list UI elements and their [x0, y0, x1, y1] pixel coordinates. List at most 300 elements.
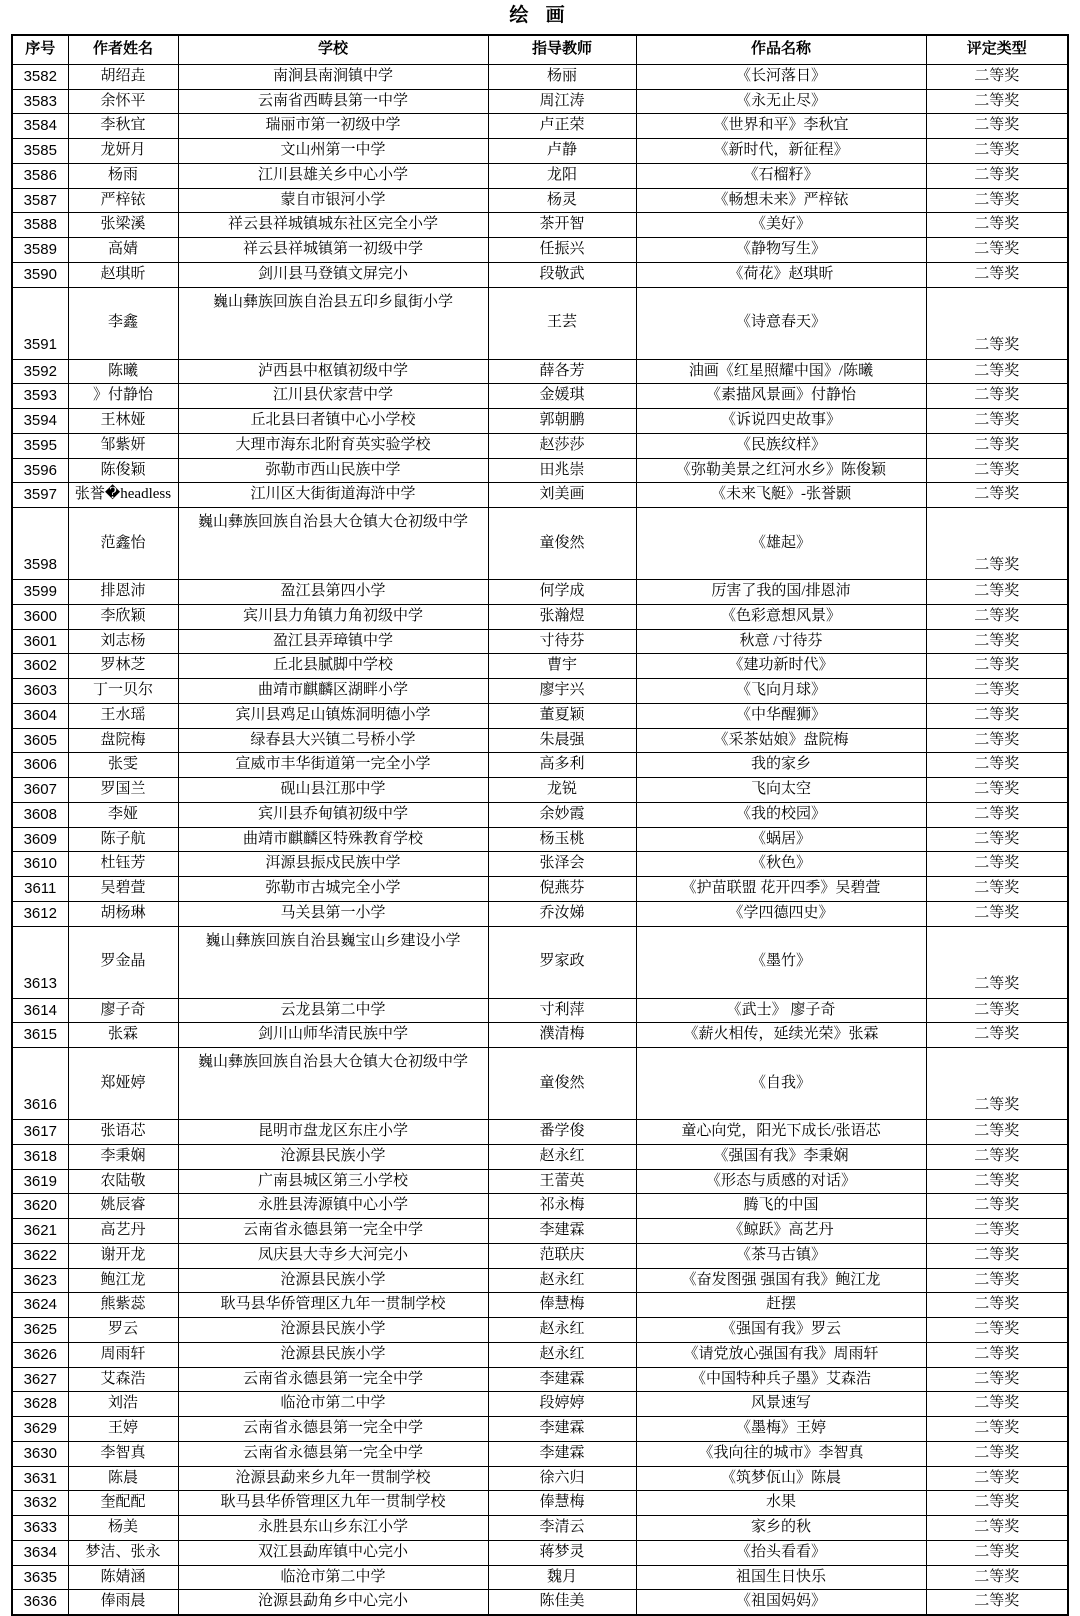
row-cell-school: 耿马县华侨管理区九年一贯制学校: [178, 1293, 488, 1318]
row-cell-author: 王婷: [68, 1417, 178, 1442]
row-cell-teacher: 李建霖: [488, 1417, 636, 1442]
row-cell-award: 二等奖: [926, 1367, 1068, 1392]
row-cell-award: 二等奖: [926, 1417, 1068, 1442]
row-cell-teacher: 濮清梅: [488, 1023, 636, 1048]
row-cell-id: 3608: [12, 802, 68, 827]
row-cell-work: 《形态与质感的对话》: [636, 1169, 926, 1194]
row-cell-award: 二等奖: [926, 213, 1068, 238]
row-cell-award: 二等奖: [926, 409, 1068, 434]
row-cell-author: 张誉�headless: [68, 483, 178, 508]
row-cell-award: 二等奖: [926, 654, 1068, 679]
table-row: [12, 1293, 1068, 1318]
row-cell-work: 秋意 /寸待芬: [636, 629, 926, 654]
row-cell-id: 3630: [12, 1441, 68, 1466]
row-cell-teacher: 卢静: [488, 139, 636, 164]
row-cell-teacher: 寸待芬: [488, 629, 636, 654]
row-cell-id: 3597: [12, 483, 68, 508]
row-cell-id: 3588: [12, 213, 68, 238]
row-cell-teacher: 段婷婷: [488, 1392, 636, 1417]
row-cell-work: 《中华醒狮》: [636, 703, 926, 728]
table-header: [12, 35, 1068, 65]
row-cell-school: 宣威市丰华街道第一完全小学: [178, 753, 488, 778]
row-cell-award: 二等奖: [926, 188, 1068, 213]
table-row: [12, 629, 1068, 654]
row-cell-school: 云南省永德县第一完全中学: [178, 1441, 488, 1466]
row-cell-school: 宾川县力角镇力角初级中学: [178, 604, 488, 629]
row-cell-award: 二等奖: [926, 1243, 1068, 1268]
row-cell-award: 二等奖: [926, 287, 1068, 359]
column-header-school: 学校: [178, 35, 488, 65]
row-cell-school: 绿春县大兴镇二号桥小学: [178, 728, 488, 753]
row-cell-award: 二等奖: [926, 1342, 1068, 1367]
row-cell-school: 凤庆县大寺乡大河完小: [178, 1243, 488, 1268]
row-cell-id: 3626: [12, 1342, 68, 1367]
table-row: [12, 458, 1068, 483]
row-cell-award: 二等奖: [926, 877, 1068, 902]
table-row: [12, 679, 1068, 704]
row-cell-teacher: 罗家政: [488, 926, 636, 998]
row-cell-teacher: 田兆崇: [488, 458, 636, 483]
row-cell-teacher: 张泽会: [488, 852, 636, 877]
row-cell-school: 南涧县南涧镇中学: [178, 64, 488, 89]
row-cell-school: 泸西县中枢镇初级中学: [178, 359, 488, 384]
row-cell-author: 李秋宜: [68, 114, 178, 139]
row-cell-author: 李欣颖: [68, 604, 178, 629]
row-cell-id: 3589: [12, 238, 68, 263]
row-cell-award: 二等奖: [926, 728, 1068, 753]
row-cell-school: 巍山彝族回族自治县五印乡鼠街小学: [178, 287, 488, 359]
row-cell-teacher: 茶开智: [488, 213, 636, 238]
row-cell-school: 沧源县民族小学: [178, 1144, 488, 1169]
row-cell-id: 3602: [12, 654, 68, 679]
table-row: [12, 1169, 1068, 1194]
table-row: [12, 238, 1068, 263]
row-cell-work: 《静物写生》: [636, 238, 926, 263]
table-row: [12, 1194, 1068, 1219]
row-cell-work: 《抬头看看》: [636, 1540, 926, 1565]
table-row: [12, 1417, 1068, 1442]
row-cell-teacher: 余妙霞: [488, 802, 636, 827]
row-cell-id: 3615: [12, 1023, 68, 1048]
row-cell-id: 3624: [12, 1293, 68, 1318]
table-row: [12, 802, 1068, 827]
row-cell-award: 二等奖: [926, 1392, 1068, 1417]
row-cell-id: 3627: [12, 1367, 68, 1392]
row-cell-school: 云南省西畴县第一中学: [178, 89, 488, 114]
row-cell-teacher: 祁永梅: [488, 1194, 636, 1219]
row-cell-work: 《护苗联盟 花开四季》吴碧萱: [636, 877, 926, 902]
row-cell-work: 《奋发图强 强国有我》鲍江龙: [636, 1268, 926, 1293]
row-cell-award: 二等奖: [926, 1293, 1068, 1318]
row-cell-award: 二等奖: [926, 1466, 1068, 1491]
row-cell-id: 3623: [12, 1268, 68, 1293]
table-row: [12, 508, 1068, 580]
table-row: [12, 580, 1068, 605]
row-cell-teacher: 范联庆: [488, 1243, 636, 1268]
row-cell-work: 《薪火相传，延续光荣》张霖: [636, 1023, 926, 1048]
column-header-id: 序号: [12, 35, 68, 65]
row-cell-award: 二等奖: [926, 1318, 1068, 1343]
row-cell-work: 《筑梦佤山》陈晨: [636, 1466, 926, 1491]
row-cell-teacher: 童俊然: [488, 1048, 636, 1120]
award-list-table: [11, 34, 1069, 1616]
row-cell-author: 张梁溪: [68, 213, 178, 238]
table-row: [12, 188, 1068, 213]
row-cell-school: 永胜县东山乡东江小学: [178, 1516, 488, 1541]
row-cell-award: 二等奖: [926, 998, 1068, 1023]
row-cell-teacher: 倪燕芬: [488, 877, 636, 902]
row-cell-id: 3584: [12, 114, 68, 139]
row-cell-author: 陈婧涵: [68, 1565, 178, 1590]
row-cell-teacher: 何学成: [488, 580, 636, 605]
row-cell-author: 奎配配: [68, 1491, 178, 1516]
row-cell-id: 3622: [12, 1243, 68, 1268]
row-cell-id: 3596: [12, 458, 68, 483]
row-cell-author: 吴碧萱: [68, 877, 178, 902]
row-cell-author: 龙妍月: [68, 139, 178, 164]
row-cell-school: 盈江县第四小学: [178, 580, 488, 605]
row-cell-award: 二等奖: [926, 1516, 1068, 1541]
row-cell-work: 赶摆: [636, 1293, 926, 1318]
row-cell-work: 我的家乡: [636, 753, 926, 778]
row-cell-id: 3614: [12, 998, 68, 1023]
row-cell-award: 二等奖: [926, 703, 1068, 728]
row-cell-school: 瑞丽市第一初级中学: [178, 114, 488, 139]
row-cell-award: 二等奖: [926, 1590, 1068, 1615]
row-cell-work: 《我的校园》: [636, 802, 926, 827]
row-cell-school: 弥勒市西山民族中学: [178, 458, 488, 483]
table-row: [12, 433, 1068, 458]
table-row: [12, 1367, 1068, 1392]
table-row: [12, 1243, 1068, 1268]
row-cell-school: 临沧市第二中学: [178, 1565, 488, 1590]
row-cell-work: 腾飞的中国: [636, 1194, 926, 1219]
row-cell-id: 3585: [12, 139, 68, 164]
row-cell-award: 二等奖: [926, 163, 1068, 188]
row-cell-teacher: 寸利萍: [488, 998, 636, 1023]
row-cell-work: 风景速写: [636, 1392, 926, 1417]
row-cell-author: 刘浩: [68, 1392, 178, 1417]
row-cell-school: 巍山彝族回族自治县大仓镇大仓初级中学: [178, 1048, 488, 1120]
row-cell-work: 《石榴籽》: [636, 163, 926, 188]
row-cell-id: 3582: [12, 64, 68, 89]
row-cell-teacher: 番学俊: [488, 1120, 636, 1145]
row-cell-id: 3634: [12, 1540, 68, 1565]
row-cell-id: 3625: [12, 1318, 68, 1343]
row-cell-id: 3635: [12, 1565, 68, 1590]
table-row: [12, 1540, 1068, 1565]
row-cell-id: 3599: [12, 580, 68, 605]
row-cell-award: 二等奖: [926, 679, 1068, 704]
row-cell-teacher: 任振兴: [488, 238, 636, 263]
table-row: [12, 1048, 1068, 1120]
row-cell-award: 二等奖: [926, 508, 1068, 580]
table-row: [12, 998, 1068, 1023]
row-cell-id: 3590: [12, 262, 68, 287]
row-cell-award: 二等奖: [926, 1491, 1068, 1516]
row-cell-award: 二等奖: [926, 1144, 1068, 1169]
row-cell-author: 王水瑶: [68, 703, 178, 728]
row-cell-school: 剑川山师华清民族中学: [178, 1023, 488, 1048]
row-cell-id: 3616: [12, 1048, 68, 1120]
row-cell-work: 《永无止尽》: [636, 89, 926, 114]
table-header-row: [12, 35, 1068, 65]
row-cell-teacher: 金媛琪: [488, 384, 636, 409]
row-cell-award: 二等奖: [926, 433, 1068, 458]
row-cell-id: 3633: [12, 1516, 68, 1541]
row-cell-teacher: 赵永红: [488, 1144, 636, 1169]
row-cell-school: 沧源县民族小学: [178, 1318, 488, 1343]
row-cell-teacher: 龙锐: [488, 778, 636, 803]
page-title: 绘 画: [509, 5, 571, 26]
row-cell-author: 陈子航: [68, 827, 178, 852]
row-cell-author: 丁一贝尔: [68, 679, 178, 704]
row-cell-teacher: 杨丽: [488, 64, 636, 89]
table-row: [12, 901, 1068, 926]
row-cell-id: 3621: [12, 1219, 68, 1244]
row-cell-teacher: 曹宇: [488, 654, 636, 679]
row-cell-work: 厉害了我的国/排恩沛: [636, 580, 926, 605]
row-cell-school: 沧源县民族小学: [178, 1342, 488, 1367]
row-cell-award: 二等奖: [926, 1023, 1068, 1048]
row-cell-id: 3617: [12, 1120, 68, 1145]
row-cell-id: 3619: [12, 1169, 68, 1194]
table-row: [12, 1590, 1068, 1615]
row-cell-teacher: 周江涛: [488, 89, 636, 114]
row-cell-author: 排恩沛: [68, 580, 178, 605]
row-cell-teacher: 赵莎莎: [488, 433, 636, 458]
row-cell-id: 3629: [12, 1417, 68, 1442]
row-cell-school: 曲靖市麒麟区特殊教育学校: [178, 827, 488, 852]
row-cell-work: 《学四德四史》: [636, 901, 926, 926]
row-cell-teacher: 赵永红: [488, 1268, 636, 1293]
row-cell-teacher: 赵永红: [488, 1342, 636, 1367]
row-cell-award: 二等奖: [926, 384, 1068, 409]
row-cell-author: 陈晨: [68, 1466, 178, 1491]
row-cell-award: 二等奖: [926, 926, 1068, 998]
row-cell-author: 张语芯: [68, 1120, 178, 1145]
row-cell-school: 巍山彝族回族自治县大仓镇大仓初级中学: [178, 508, 488, 580]
row-cell-teacher: 李建霖: [488, 1219, 636, 1244]
row-cell-author: 》付静怡: [68, 384, 178, 409]
row-cell-teacher: 王蕾英: [488, 1169, 636, 1194]
row-cell-author: 鲍江龙: [68, 1268, 178, 1293]
row-cell-author: 赵琪昕: [68, 262, 178, 287]
row-cell-id: 3613: [12, 926, 68, 998]
row-cell-id: 3604: [12, 703, 68, 728]
row-cell-work: 《建功新时代》: [636, 654, 926, 679]
row-cell-award: 二等奖: [926, 139, 1068, 164]
row-cell-id: 3595: [12, 433, 68, 458]
row-cell-teacher: 郭朝鹏: [488, 409, 636, 434]
row-cell-work: 《素描风景画》付静怡: [636, 384, 926, 409]
table-row: [12, 1268, 1068, 1293]
row-cell-work: 《民族纹样》: [636, 433, 926, 458]
table-row: [12, 827, 1068, 852]
row-cell-teacher: 杨玉桃: [488, 827, 636, 852]
row-cell-award: 二等奖: [926, 778, 1068, 803]
table-row: [12, 1392, 1068, 1417]
row-cell-teacher: 段敬武: [488, 262, 636, 287]
row-cell-author: 周雨轩: [68, 1342, 178, 1367]
column-header-teacher: 指导教师: [488, 35, 636, 65]
row-cell-author: 陈曦: [68, 359, 178, 384]
row-cell-author: 艾森浩: [68, 1367, 178, 1392]
row-cell-work: 《墨竹》: [636, 926, 926, 998]
table-row: [12, 753, 1068, 778]
row-cell-author: 罗金晶: [68, 926, 178, 998]
table-row: [12, 1491, 1068, 1516]
row-cell-school: 云南省永德县第一完全中学: [178, 1219, 488, 1244]
row-cell-teacher: 董夏颖: [488, 703, 636, 728]
row-cell-work: 家乡的秋: [636, 1516, 926, 1541]
row-cell-id: 3593: [12, 384, 68, 409]
table-row: [12, 703, 1068, 728]
row-cell-work: 飞向太空: [636, 778, 926, 803]
row-cell-author: 胡绍垚: [68, 64, 178, 89]
row-cell-id: 3606: [12, 753, 68, 778]
row-cell-award: 二等奖: [926, 629, 1068, 654]
row-cell-school: 云南省永德县第一完全中学: [178, 1367, 488, 1392]
row-cell-teacher: 俸慧梅: [488, 1491, 636, 1516]
row-cell-work: 《未来飞艇》-张誉颢: [636, 483, 926, 508]
row-cell-id: 3628: [12, 1392, 68, 1417]
row-cell-school: 丘北县曰者镇中心小学校: [178, 409, 488, 434]
row-cell-author: 胡杨琳: [68, 901, 178, 926]
row-cell-id: 3611: [12, 877, 68, 902]
table-row: [12, 262, 1068, 287]
row-cell-work: 《武士》 廖子奇: [636, 998, 926, 1023]
row-cell-teacher: 魏月: [488, 1565, 636, 1590]
row-cell-id: 3591: [12, 287, 68, 359]
row-cell-author: 王林娅: [68, 409, 178, 434]
row-cell-school: 祥云县祥城镇城东社区完全小学: [178, 213, 488, 238]
row-cell-award: 二等奖: [926, 1219, 1068, 1244]
table-row: [12, 114, 1068, 139]
row-cell-id: 3618: [12, 1144, 68, 1169]
row-cell-award: 二等奖: [926, 604, 1068, 629]
row-cell-work: 《茶马古镇》: [636, 1243, 926, 1268]
row-cell-school: 洱源县振戍民族中学: [178, 852, 488, 877]
row-cell-work: 《强国有我》李秉娴: [636, 1144, 926, 1169]
row-cell-award: 二等奖: [926, 1540, 1068, 1565]
row-cell-teacher: 龙阳: [488, 163, 636, 188]
row-cell-award: 二等奖: [926, 1441, 1068, 1466]
row-cell-teacher: 廖宇兴: [488, 679, 636, 704]
row-cell-work: 《雄起》: [636, 508, 926, 580]
row-cell-school: 沧源县勐来乡九年一贯制学校: [178, 1466, 488, 1491]
row-cell-school: 曲靖市麒麟区湖畔小学: [178, 679, 488, 704]
table-row: [12, 384, 1068, 409]
row-cell-author: 俸雨晨: [68, 1590, 178, 1615]
table-row: [12, 139, 1068, 164]
table-row: [12, 163, 1068, 188]
row-cell-teacher: 童俊然: [488, 508, 636, 580]
row-cell-award: 二等奖: [926, 89, 1068, 114]
row-cell-author: 罗国兰: [68, 778, 178, 803]
row-cell-award: 二等奖: [926, 852, 1068, 877]
row-cell-work: 祖国生日快乐: [636, 1565, 926, 1590]
row-cell-school: 盈江县弄璋镇中学: [178, 629, 488, 654]
row-cell-teacher: 刘美画: [488, 483, 636, 508]
row-cell-author: 罗林芝: [68, 654, 178, 679]
row-cell-id: 3609: [12, 827, 68, 852]
row-cell-work: 《自我》: [636, 1048, 926, 1120]
row-cell-school: 耿马县华侨管理区九年一贯制学校: [178, 1491, 488, 1516]
row-cell-author: 杜钰芳: [68, 852, 178, 877]
row-cell-school: 弥勒市古城完全小学: [178, 877, 488, 902]
row-cell-author: 李智真: [68, 1441, 178, 1466]
row-cell-teacher: 李建霖: [488, 1441, 636, 1466]
row-cell-teacher: 高多利: [488, 753, 636, 778]
row-cell-author: 张霖: [68, 1023, 178, 1048]
row-cell-work: 《新时代，新征程》: [636, 139, 926, 164]
table-row: [12, 877, 1068, 902]
row-cell-author: 盘院梅: [68, 728, 178, 753]
row-cell-school: 祥云县祥城镇第一初级中学: [178, 238, 488, 263]
row-cell-id: 3598: [12, 508, 68, 580]
row-cell-award: 二等奖: [926, 238, 1068, 263]
table-row: [12, 1023, 1068, 1048]
row-cell-award: 二等奖: [926, 64, 1068, 89]
row-cell-school: 砚山县江那中学: [178, 778, 488, 803]
row-cell-school: 云龙县第二中学: [178, 998, 488, 1023]
row-cell-id: 3594: [12, 409, 68, 434]
row-cell-id: 3632: [12, 1491, 68, 1516]
row-cell-id: 3586: [12, 163, 68, 188]
row-cell-work: 童心向党，阳光下成长/张语芯: [636, 1120, 926, 1145]
row-cell-author: 杨雨: [68, 163, 178, 188]
table-row: [12, 778, 1068, 803]
row-cell-author: 郑娅婷: [68, 1048, 178, 1120]
row-cell-school: 临沧市第二中学: [178, 1392, 488, 1417]
table-row: [12, 64, 1068, 89]
row-cell-school: 双江县勐库镇中心完小: [178, 1540, 488, 1565]
row-cell-award: 二等奖: [926, 580, 1068, 605]
row-cell-id: 3603: [12, 679, 68, 704]
row-cell-award: 二等奖: [926, 262, 1068, 287]
row-cell-teacher: 朱晨强: [488, 728, 636, 753]
row-cell-award: 二等奖: [926, 1268, 1068, 1293]
row-cell-author: 高婧: [68, 238, 178, 263]
row-cell-work: 《采茶姑娘》盘院梅: [636, 728, 926, 753]
row-cell-school: 永胜县涛源镇中心小学: [178, 1194, 488, 1219]
row-cell-id: 3587: [12, 188, 68, 213]
row-cell-award: 二等奖: [926, 1194, 1068, 1219]
table-row: [12, 409, 1068, 434]
row-cell-author: 高艺丹: [68, 1219, 178, 1244]
row-cell-work: 《秋色》: [636, 852, 926, 877]
table-row: [12, 483, 1068, 508]
row-cell-award: 二等奖: [926, 458, 1068, 483]
table-row: [12, 728, 1068, 753]
column-header-award: 评定类型: [926, 35, 1068, 65]
row-cell-id: 3636: [12, 1590, 68, 1615]
row-cell-work: 《荷花》赵琪昕: [636, 262, 926, 287]
row-cell-school: 江川县雄关乡中心小学: [178, 163, 488, 188]
table-row: [12, 287, 1068, 359]
row-cell-author: 余怀平: [68, 89, 178, 114]
row-cell-work: 《色彩意想风景》: [636, 604, 926, 629]
row-cell-teacher: 李建霖: [488, 1367, 636, 1392]
row-cell-work: 《美好》: [636, 213, 926, 238]
row-cell-teacher: 李清云: [488, 1516, 636, 1541]
row-cell-school: 沧源县勐角乡中心完小: [178, 1590, 488, 1615]
table-row: [12, 1120, 1068, 1145]
row-cell-author: 陈俊颖: [68, 458, 178, 483]
row-cell-award: 二等奖: [926, 1048, 1068, 1120]
row-cell-id: 3612: [12, 901, 68, 926]
